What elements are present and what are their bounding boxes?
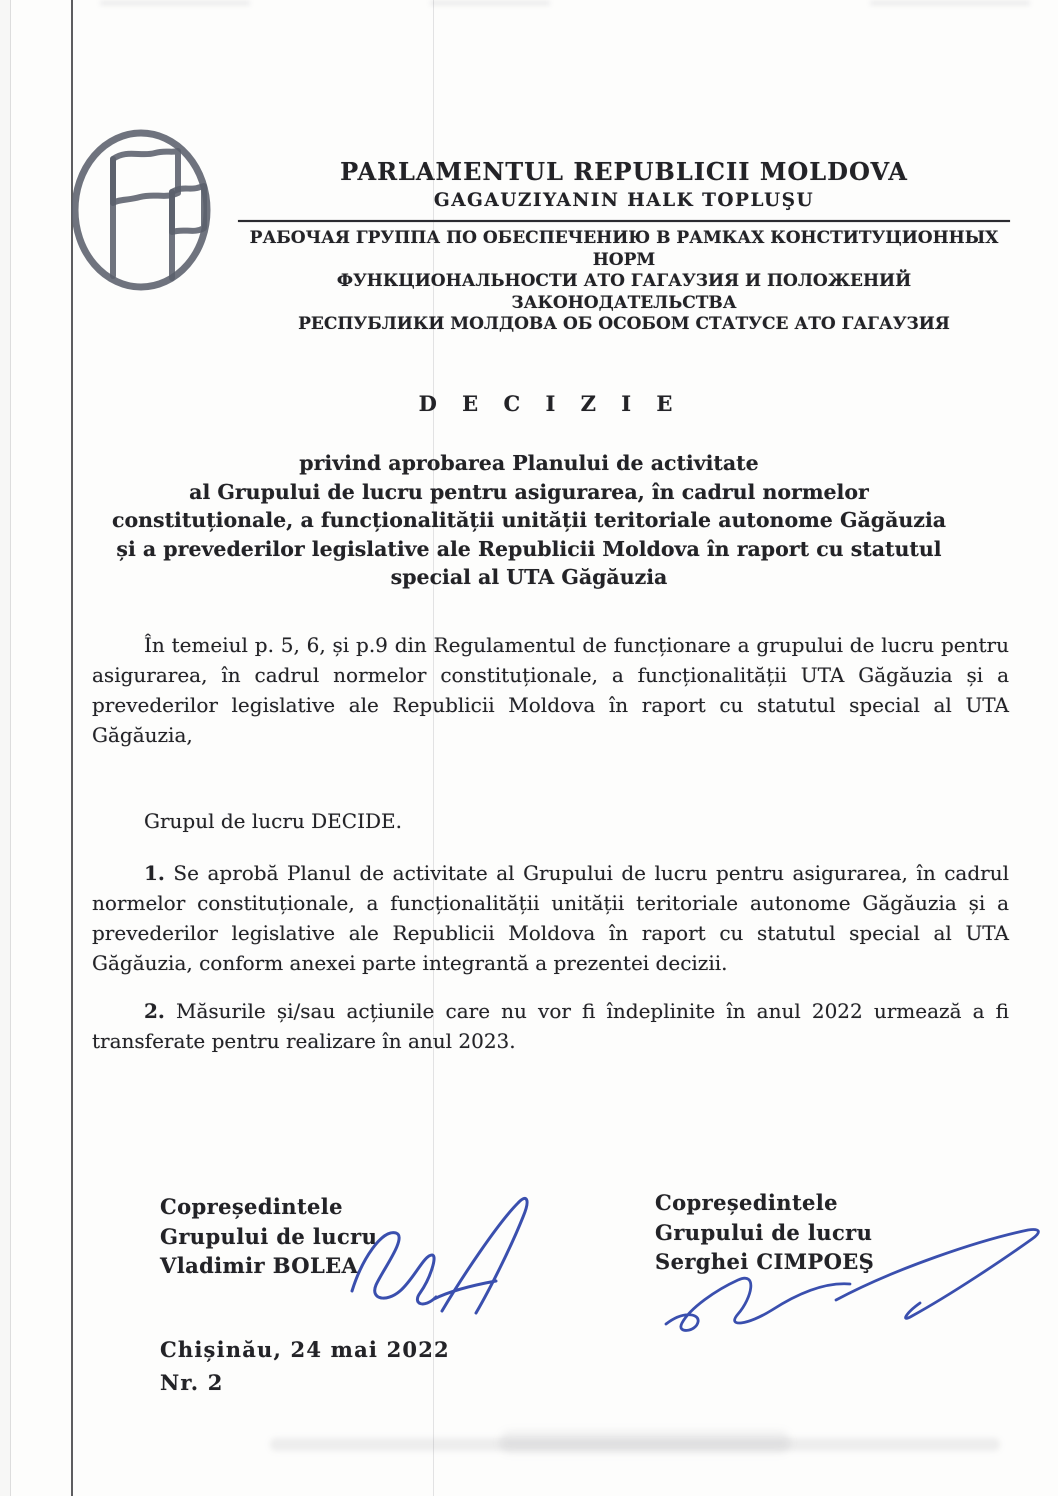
footer-block (160, 1333, 450, 1399)
right-signer-name: Serghei CIMPOEŞ (655, 1249, 875, 1274)
subtitle-line-5: special al UTA Găgăuzia (390, 565, 668, 589)
working-group-name-russian (238, 228, 1010, 336)
org-title-romanian: PARLAMENTUL REPUBLICII MOLDOVA (340, 157, 908, 186)
paragraph-legal-basis: În temeiul p. 5, 6, și p.9 din Regulamentul de funcționare a grupului de lucru pentru asigurarea, în cadrul normelor constituționale, a funcționalității UTA Găgăuzia și a prevederilor legislative ale Republicii Moldova în raport cu statutul special al UTA Găgăuzia, (92, 633, 1009, 747)
decision-number: Nr. 2 (160, 1370, 224, 1395)
handwritten-signature-bolea (346, 1193, 564, 1337)
subtitle-line-1: privind aprobarea Planului de activitate (299, 451, 759, 475)
ru-line-1: РАБОЧАЯ ГРУППА ПО ОБЕСПЕЧЕНИЮ В РАМКАХ КОНСТИТУЦИОННЫХ НОРМ (249, 228, 999, 270)
signature-block-left (160, 1192, 377, 1281)
subtitle-line-4: și a prevederilor legislative ale Republicii Moldova în raport cu statutul (116, 536, 942, 561)
paragraph-decide: Grupul de lucru DECIDE. (144, 809, 402, 833)
scan-edge-shade (0, 0, 11, 1496)
scan-smudge (870, 0, 1030, 6)
left-signer-name: Vladimir BOLEA (160, 1253, 359, 1278)
letterhead (238, 158, 1010, 336)
right-role-line-2: Grupului de lucru (655, 1219, 873, 1245)
parliament-emblem-icon (68, 126, 216, 294)
item-2-number: 2. (144, 999, 165, 1023)
scan-smudge-bottom (500, 1431, 790, 1453)
ru-line-2: ФУНКЦИОНАЛЬНОСТИ АТО ГАГАУЗИЯ И ПОЛОЖЕНИЙ ЗАКОНОДАТЕЛЬСТВА (336, 271, 912, 313)
handwritten-signature-cimpoes (658, 1220, 1056, 1359)
subtitle-line-3: constituționale, a funcționalității unității teritoriale autonome Găgăuzia (111, 508, 947, 532)
item-1-number: 1. (144, 861, 165, 885)
scan-smudge (430, 0, 550, 6)
letterhead-divider (238, 220, 1010, 222)
left-role-line-1: Copreședintele (160, 1194, 343, 1219)
left-role-line-2: Grupului de lucru (160, 1223, 378, 1249)
scan-smudge (100, 0, 250, 6)
decision-title: D E C I Z I E (418, 391, 682, 416)
ru-line-3: РЕСПУБЛИКИ МОЛДОВА ОБ ОСОБОМ СТАТУСЕ АТО ГАГАУЗИЯ (298, 314, 950, 334)
decision-subtitle (64, 449, 994, 592)
paragraph-item-2 (92, 996, 1009, 1056)
subtitle-line-2: al Grupului de lucru pentru asigurarea, în cadrul normelor (189, 479, 869, 504)
place-and-date: Chișinău, 24 mai 2022 (160, 1337, 450, 1362)
item-2-text: Măsurile și/sau acțiunile care nu vor fi îndeplinite în anul 2022 urmează a fi transferate pentru realizare în anul 2023. (92, 999, 1009, 1053)
item-1-text: Se aprobă Planul de activitate al Grupului de lucru pentru asigurarea, în cadrul normelor constituționale, a funcționalității unității teritoriale autonome Găgăuzia și a prevederilor legislative ale Republicii Moldova în raport cu statutul special al UTA Găgăuzia, conform anexei parte integrantă a prezentei decizii. (92, 861, 1009, 975)
paragraph-item-1 (92, 858, 1009, 978)
right-role-line-1: Copreședintele (655, 1190, 838, 1215)
org-title-gagauz: GAGAUZIYANIN HALK TOPLUŞU (433, 190, 815, 211)
